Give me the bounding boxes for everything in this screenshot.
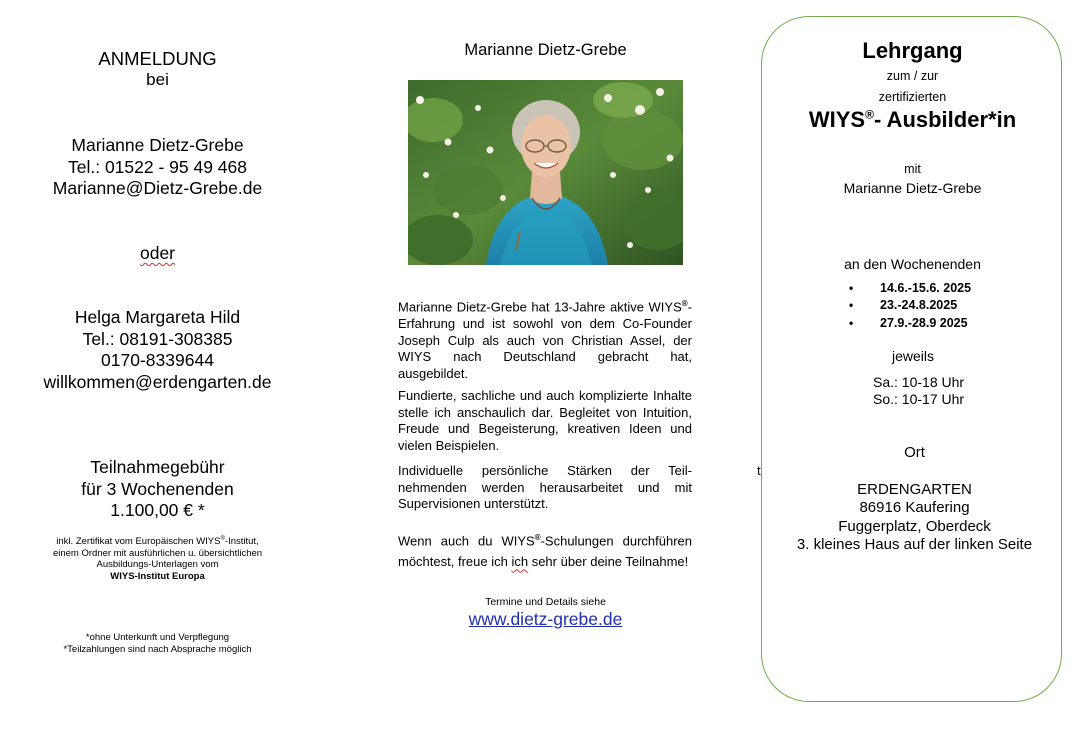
included-block xyxy=(20,534,295,582)
course-mit: mit xyxy=(904,162,921,176)
website-wrapper xyxy=(408,609,683,630)
details-label: Termine und Details siehe xyxy=(485,596,606,608)
course-trainer: Marianne Dietz-Grebe xyxy=(843,180,982,196)
registration-heading xyxy=(20,48,295,89)
bio-paragraph-4: Wenn auch du WIYS®-Schulungen durchführen möchtest, freue ich ich sehr über deine Teilnahme! xyxy=(398,533,692,569)
registration-column xyxy=(20,0,295,740)
contact-block-1 xyxy=(20,135,295,200)
trainer-photo xyxy=(408,80,683,265)
fee-price: 1.100,00 € * xyxy=(110,500,205,520)
contact1-name: Marianne Dietz-Grebe xyxy=(71,135,244,155)
weekend-dates-list xyxy=(842,280,1042,332)
fee-duration: für 3 Wochenenden xyxy=(81,478,234,499)
course-sub-1: zum / zur xyxy=(886,69,939,83)
note-installments: *Teilzahlungen sind nach Absprache möglich xyxy=(63,643,252,655)
fee-title: Teilnahmegebühr xyxy=(90,457,225,477)
registration-title: ANMELDUNG xyxy=(98,48,217,69)
course-panel xyxy=(761,16,1062,702)
contact2-email[interactable]: willkommen@erdengarten.de xyxy=(43,371,272,392)
location-label: Ort xyxy=(904,444,925,461)
course-title: Lehrgang xyxy=(862,38,963,63)
contact-block-2 xyxy=(20,307,295,393)
included-line-2: einem Ordner mit ausführlichen u. übersichtlichen xyxy=(52,547,263,559)
venue-street: Fuggerplatz, Oberdeck xyxy=(838,517,991,535)
trainer-name-heading: Marianne Dietz-Grebe xyxy=(464,41,627,59)
contact1-email[interactable]: Marianne@Dietz-Grebe.de xyxy=(52,178,263,198)
venue-city: 86916 Kaufering xyxy=(859,499,970,517)
oder-separator xyxy=(20,243,295,265)
bio-paragraph-1: Marianne Dietz-Grebe hat 13-Jahre aktive WIYS®-Erfahrung und ist sowohl von dem Co-Founder Joseph Culp als auch von Christian Assel, der WIYS nach Deutschland gebracht hat, ausgebildet. xyxy=(398,299,692,381)
bio-paragraph-2: Fundierte, sachliche und auch komplizierte Inhalte stelle ich anschaulich dar. Begleitet von Intuition, Freude und Begeisterung, kreativen Ideen und vielen Beispielen. xyxy=(398,388,692,453)
course-name: WIYS®- Ausbilder*in xyxy=(808,107,1017,132)
registration-bei: bei xyxy=(146,70,169,89)
about-column xyxy=(398,0,693,740)
contact2-phone[interactable]: Tel.: 08191-308385 xyxy=(82,328,233,349)
course-sub-2: zertifizierten xyxy=(878,90,947,104)
included-line-4: WIYS-Institut Europa xyxy=(110,570,205,582)
note-accommodation: *ohne Unterkunft und Verpflegung xyxy=(85,632,230,643)
venue-house: 3. kleines Haus auf der linken Seite xyxy=(796,536,1033,554)
contact2-mobile[interactable]: 0170-8339644 xyxy=(101,350,214,370)
date-item: • 14.6.-15.6. 2025 xyxy=(842,280,1042,297)
bio-paragraph-3: Individuelle persönliche Stärken der Teilnehmenden werden herausarbeitet und mit Supervisionen unterstützt. xyxy=(398,463,692,512)
venue-name: ERDENGARTEN xyxy=(857,481,972,498)
weekends-label: an den Wochenenden xyxy=(844,256,981,272)
saturday-hours: Sa.: 10-18 Uhr xyxy=(873,374,965,390)
stray-character: t xyxy=(757,463,761,478)
oder-text: oder xyxy=(139,243,176,263)
jeweils-label: jeweils xyxy=(892,348,935,364)
date-item: • 23.-24.8.2025 xyxy=(842,297,1042,314)
contact2-name: Helga Margareta Hild xyxy=(74,307,241,327)
sunday-hours: So.: 10-17 Uhr xyxy=(873,391,965,407)
contact1-phone[interactable]: Tel.: 01522 - 95 49 468 xyxy=(67,156,248,177)
included-line-1: inkl. Zertifikat vom Europäischen WIYS®-Institut, xyxy=(56,536,259,548)
website-link[interactable]: www.dietz-grebe.de xyxy=(468,609,623,629)
date-item: • 27.9.-28.9 2025 xyxy=(842,315,1042,332)
included-line-3: Ausbildungs-Unterlagen vom xyxy=(96,559,219,571)
fee-block xyxy=(20,457,295,522)
location-address xyxy=(762,481,1067,555)
notes-block xyxy=(20,632,295,655)
